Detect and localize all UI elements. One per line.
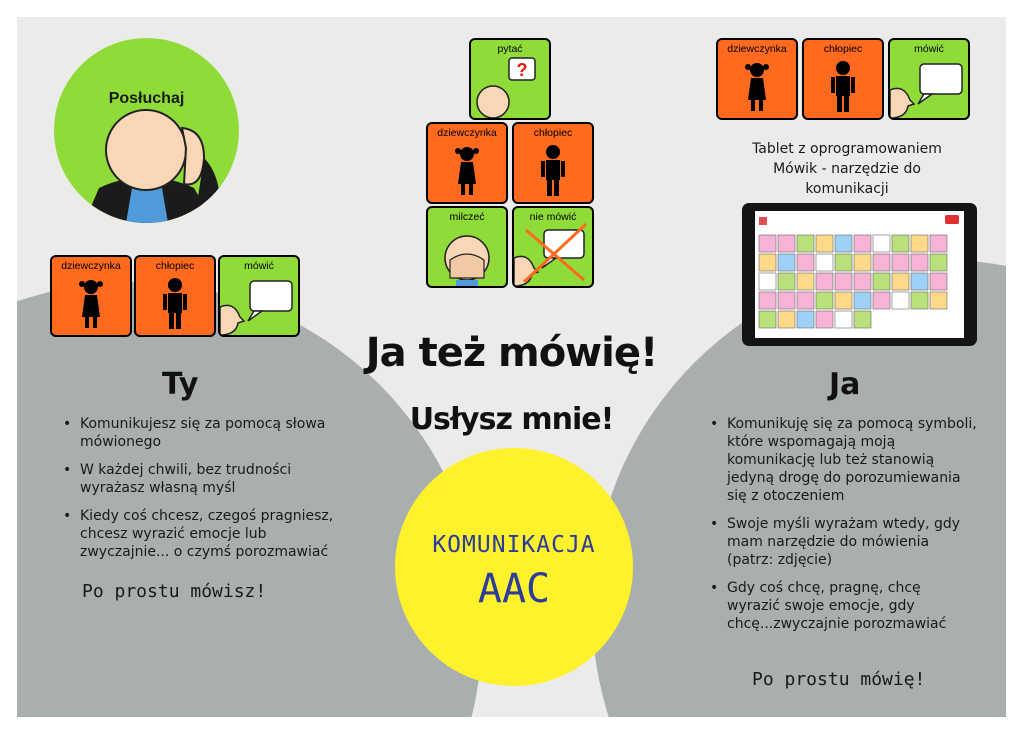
list-item: • W każdej chwili, bez trudności wyrażasz własną myśl xyxy=(60,461,360,497)
boy-icon xyxy=(136,257,214,335)
right-closing-text: Po prostu mówię! xyxy=(752,669,926,690)
svg-text:?: ? xyxy=(516,60,528,80)
tile-silent: milczeć xyxy=(426,206,508,288)
right-heading: Ja xyxy=(829,367,861,402)
boy-icon xyxy=(514,124,592,202)
right-points-list xyxy=(707,415,977,643)
aac-circle xyxy=(395,448,633,686)
left-points-list xyxy=(60,415,360,571)
tile-speak-left: mówić xyxy=(218,255,300,337)
aac-line-2: AAC xyxy=(477,566,551,612)
speak-icon xyxy=(220,257,298,335)
boy-icon xyxy=(804,40,882,118)
poster xyxy=(17,17,1006,717)
left-heading: Ty xyxy=(162,367,199,402)
list-item: • Gdy coś chcę, pragnę, chcę wyrazić swoje emocje, gdy chcę...zwyczajnie porozmawiać xyxy=(707,579,977,633)
tile-ask: pytać ? xyxy=(469,38,551,120)
list-item: • Komunikujesz się za pomocą słowa mówionego xyxy=(60,415,360,451)
tablet-caption-line-3: komunikacji xyxy=(805,181,889,197)
list-item: • Komunikuję się za pomocą symboli, które wspomagają moją komunikację lub też stanowią jedyną drogę do porozumiewania się z otoczeniem xyxy=(707,415,977,505)
no-speak-icon xyxy=(514,208,592,286)
tablet-screen xyxy=(755,211,964,338)
silent-face-icon xyxy=(428,208,506,286)
tile-boy-center: chłopiec xyxy=(512,122,594,204)
tablet-caption-line-1: Tablet z oprogramowaniem xyxy=(752,141,942,157)
tile-speak-right: mówić xyxy=(888,38,970,120)
girl-icon xyxy=(718,40,796,118)
subtitle: Usłysz mnie! xyxy=(409,402,614,437)
girl-icon xyxy=(428,124,506,202)
tile-girl-right: dziewczynka xyxy=(716,38,798,120)
left-closing-text: Po prostu mówisz! xyxy=(82,581,267,602)
tile-girl-left: dziewczynka xyxy=(50,255,132,337)
tile-girl-center: dziewczynka xyxy=(426,122,508,204)
aac-line-1: KOMUNIKACJA xyxy=(432,532,596,558)
tablet-photo xyxy=(742,203,977,346)
listen-label: Posłuchaj xyxy=(108,90,185,107)
listen-symbol xyxy=(54,38,239,223)
listening-person-icon xyxy=(54,38,239,223)
tile-boy-right: chłopiec xyxy=(802,38,884,120)
tablet-caption xyxy=(722,139,972,199)
ask-question-icon xyxy=(471,40,549,118)
main-title: Ja też mówię! xyxy=(365,330,658,376)
tablet-caption-line-2: Mówik - narzędzie do xyxy=(773,161,921,177)
girl-icon xyxy=(52,257,130,335)
speak-icon xyxy=(890,40,968,118)
symbol-grid-screenshot xyxy=(755,211,964,338)
tile-no-speak: nie mówić xyxy=(512,206,594,288)
list-item: • Swoje myśli wyrażam wtedy, gdy mam narzędzie do mówienia (patrz: zdjęcie) xyxy=(707,515,977,569)
list-item: • Kiedy coś chcesz, czegoś pragniesz, chcesz wyrazić emocje lub zwyczajnie... o czymś porozmawiać xyxy=(60,507,360,561)
tile-boy-left: chłopiec xyxy=(134,255,216,337)
